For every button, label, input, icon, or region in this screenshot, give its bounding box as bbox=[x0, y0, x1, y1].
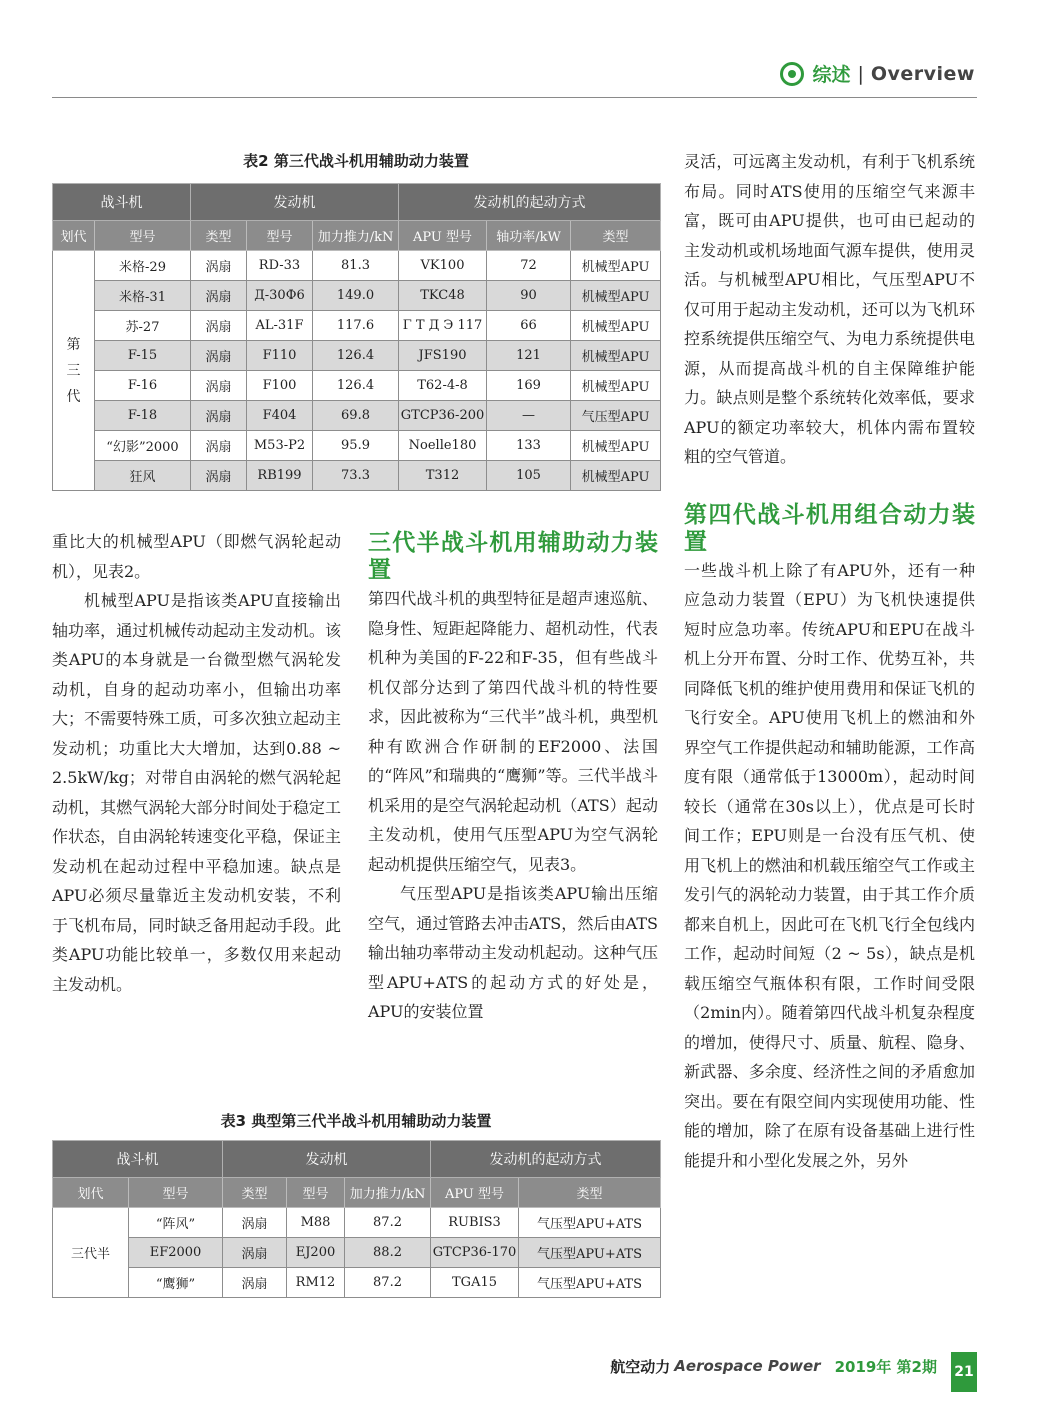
t2-cell-engine: F110 bbox=[247, 341, 313, 371]
table-row bbox=[53, 461, 661, 491]
t2-cell-apu: T312 bbox=[399, 461, 487, 491]
col3-paragraph-1: 灵活，可远离主发动机，有利于飞机系统布局。同时ATS使用的压缩空气来源丰富，既可由APU提供，也可由已起动的主发动机或机场地面气源车提供，使用灵活。与机械型APU相比，气压型APU不仅可用于起动主发动机，还可以为飞机环控系统提供压缩空气、为电力系统提供电源，从而提高战斗机的自主保障维护能力。缺点则是整个系统转化效率低，要求APU的额定功率较大，机体内需布置较粗的空气管道。 bbox=[684, 152, 975, 466]
table-row bbox=[53, 281, 661, 311]
t3-cell-apu: RUBIS3 bbox=[431, 1208, 519, 1238]
t3-group-fighter: 战斗机 bbox=[53, 1141, 223, 1178]
t2-cell-power: 133 bbox=[487, 431, 571, 461]
t2-group-start: 发动机的起动方式 bbox=[399, 184, 661, 221]
t2-cell-thrust: 126.4 bbox=[313, 371, 399, 401]
t2-cell-apu_type: 机械型APU bbox=[571, 341, 661, 371]
t2-group-engine: 发动机 bbox=[191, 184, 399, 221]
t3-cell-apu_type: 气压型APU+ATS bbox=[519, 1238, 661, 1268]
t2-cell-apu: JFS190 bbox=[399, 341, 487, 371]
col1-paragraph-2: 机械型APU是指该类APU直接输出轴功率，通过机械传动起动主发动机。该类APU的本身就是一台微型燃气涡轮发动机，自身的起动功率小，但输出功率大；不需要特殊工质，可多次独立起动主发动机；功重比大大增加，达到0.88 ~ 2.5kW/kg；对带自由涡轮的燃气涡轮起动机，其燃气涡轮大部分时间处于稳定工作状态，自由涡轮转速变化平稳，保证主发动机在起动过程中平稳加速。缺点是APU必须尽量靠近主发动机安装，不利于飞机布局，同时缺乏备用起动手段。此类APU功能比较单一，多数仅用来起动主发动机。 bbox=[52, 591, 341, 994]
t3-group-start: 发动机的起动方式 bbox=[431, 1141, 661, 1178]
t2-generation-cell bbox=[53, 251, 95, 491]
table-row bbox=[53, 341, 661, 371]
t2-cell-apu_type: 机械型APU bbox=[571, 431, 661, 461]
table-row bbox=[53, 1268, 661, 1298]
text-column-1 bbox=[52, 527, 341, 999]
t3-col-gen: 划代 bbox=[53, 1178, 129, 1208]
table2 bbox=[52, 183, 661, 491]
t2-cell-type: 涡扇 bbox=[191, 431, 247, 461]
t2-col-type: 类型 bbox=[191, 221, 247, 251]
col2-paragraph-2: 气压型APU是指该类APU输出压缩空气，通过管路去冲击ATS，然后由ATS输出轴功率带动主发动机起动。这种气压型APU+ATS的起动方式的好处是，APU的安装位置 bbox=[368, 884, 658, 1021]
t3-cell-model: “鹰狮” bbox=[129, 1268, 223, 1298]
t3-cell-thrust: 87.2 bbox=[345, 1268, 431, 1298]
t2-group-fighter: 战斗机 bbox=[53, 184, 191, 221]
t2-cell-engine: Д-30Ф6 bbox=[247, 281, 313, 311]
journal-name-cn: 航空动力 bbox=[610, 1357, 671, 1376]
t2-cell-thrust: 126.4 bbox=[313, 341, 399, 371]
running-footer bbox=[610, 1346, 977, 1386]
t2-cell-type: 涡扇 bbox=[191, 251, 247, 281]
t3-cell-engine: RM12 bbox=[287, 1268, 345, 1298]
section-title-cn: 综述 bbox=[812, 64, 851, 86]
t2-cell-power: 66 bbox=[487, 311, 571, 341]
table-row bbox=[53, 401, 661, 431]
t2-cell-thrust: 81.3 bbox=[313, 251, 399, 281]
t2-cell-apu_type: 机械型APU bbox=[571, 461, 661, 491]
t3-cell-apu: GTCP36-170 bbox=[431, 1238, 519, 1268]
table-row bbox=[53, 431, 661, 461]
t2-cell-apu: VK100 bbox=[399, 251, 487, 281]
t3-cell-apu_type: 气压型APU+ATS bbox=[519, 1268, 661, 1298]
t2-cell-thrust: 95.9 bbox=[313, 431, 399, 461]
col3-paragraph-2: 一些战斗机上除了有APU外，还有一种应急动力装置（EPU）为飞机快速提供短时应急功率。传统APU和EPU在战斗机上分开布置、分时工作、优势互补，共同降低飞机的维护使用费用和保证飞机的飞行安全。APU使用飞机上的燃油和外界空气工作提供起动和辅助能源，工作高度有限（通常低于13000m），起动时间较长（通常在30s以上），优点是可长时间工作；EPU则是一台没有压气机、使用飞机上的燃油和机载压缩空气工作或主发引气的涡轮动力装置，由于其工作介质都来自机上，因此可在飞机飞行全包线内工作，起动时间短（2 ~ 5s），缺点是机载压缩空气瓶体积有限，工作时间受限（2min内）。随着第四代战斗机复杂程度的增加，使得尺寸、质量、航程、隐身、新武器、多余度、经济性之间的矛盾愈加突出。要在有限空间内实现使用功能、性能的增加，除了在原有设备基础上进行性能提升和小型化发展之外，另外 bbox=[684, 560, 975, 1170]
t3-cell-type: 涡扇 bbox=[223, 1208, 287, 1238]
section-heading-4gen: 第四代战斗机用组合动力装置 bbox=[684, 501, 975, 555]
page-number: 21 bbox=[951, 1352, 977, 1392]
section-title-en: Overview bbox=[870, 62, 975, 85]
t3-cell-thrust: 88.2 bbox=[345, 1238, 431, 1268]
t3-col-engine: 型号 bbox=[287, 1178, 345, 1208]
t2-cell-engine: M53-P2 bbox=[247, 431, 313, 461]
t2-cell-apu: Noelle180 bbox=[399, 431, 487, 461]
t2-col-engine: 型号 bbox=[247, 221, 313, 251]
t2-cell-power: 105 bbox=[487, 461, 571, 491]
t2-cell-engine: F404 bbox=[247, 401, 313, 431]
t2-cell-thrust: 69.8 bbox=[313, 401, 399, 431]
t3-cell-model: “阵风” bbox=[129, 1208, 223, 1238]
journal-logo-icon bbox=[780, 62, 804, 86]
t2-cell-type: 涡扇 bbox=[191, 281, 247, 311]
t2-cell-power: — bbox=[487, 401, 571, 431]
t2-cell-type: 涡扇 bbox=[191, 311, 247, 341]
t3-cell-engine: EJ200 bbox=[287, 1238, 345, 1268]
t2-cell-apu_type: 机械型APU bbox=[571, 281, 661, 311]
t2-cell-apu_type: 机械型APU bbox=[571, 311, 661, 341]
t3-col-type: 类型 bbox=[223, 1178, 287, 1208]
t2-col-thrust: 加力推力/kN bbox=[313, 221, 399, 251]
t2-cell-model: 米格-31 bbox=[95, 281, 191, 311]
col1-paragraph-1: 重比大的机械型APU（即燃气涡轮起动机），见表2。 bbox=[52, 532, 341, 581]
t2-cell-apu_type: 机械型APU bbox=[571, 251, 661, 281]
running-header bbox=[780, 60, 975, 87]
t2-cell-model: F-15 bbox=[95, 341, 191, 371]
table2-title: 表2 第三代战斗机用辅助动力装置 bbox=[243, 152, 469, 170]
t2-cell-type: 涡扇 bbox=[191, 461, 247, 491]
t2-cell-power: 169 bbox=[487, 371, 571, 401]
issue-label: 2019年 第2期 bbox=[834, 1357, 937, 1376]
t2-cell-model: 米格-29 bbox=[95, 251, 191, 281]
t2-cell-engine: RB199 bbox=[247, 461, 313, 491]
t2-cell-apu: T62-4-8 bbox=[399, 371, 487, 401]
table-row bbox=[53, 1208, 661, 1238]
t2-cell-type: 涡扇 bbox=[191, 341, 247, 371]
header-rule bbox=[52, 97, 977, 98]
table-row bbox=[53, 251, 661, 281]
t2-cell-thrust: 73.3 bbox=[313, 461, 399, 491]
t2-cell-apu: GTCP36-200 bbox=[399, 401, 487, 431]
t3-col-apu: APU 型号 bbox=[431, 1178, 519, 1208]
t2-cell-model: 苏-27 bbox=[95, 311, 191, 341]
table-row bbox=[53, 1238, 661, 1268]
t2-cell-apu: Γ Τ Д Э 117 bbox=[399, 311, 487, 341]
t2-cell-thrust: 149.0 bbox=[313, 281, 399, 311]
col2-paragraph-1: 第四代战斗机的典型特征是超声速巡航、隐身性、短距起降能力、超机动性，代表机种为美国的F-22和F-35，但有些战斗机仅部分达到了第四代战斗机的特性要求，因此被称为“三代半”战斗机，典型机种有欧洲合作研制的EF2000、法国的“阵风”和瑞典的“鹰狮”等。三代半战斗机采用的是空气涡轮起动机（ATS）起动主发动机，使用气压型APU为空气涡轮起动机提供压缩空气，见表3。 bbox=[368, 589, 658, 874]
t2-cell-model: “幻影”2000 bbox=[95, 431, 191, 461]
t3-cell-type: 涡扇 bbox=[223, 1238, 287, 1268]
t3-col-model: 型号 bbox=[129, 1178, 223, 1208]
t2-cell-engine: RD-33 bbox=[247, 251, 313, 281]
t2-cell-model: F-18 bbox=[95, 401, 191, 431]
t2-cell-power: 121 bbox=[487, 341, 571, 371]
t2-cell-type: 涡扇 bbox=[191, 371, 247, 401]
t3-group-engine: 发动机 bbox=[223, 1141, 431, 1178]
t2-cell-power: 72 bbox=[487, 251, 571, 281]
t2-col-power: 轴功率/kW bbox=[487, 221, 571, 251]
t2-cell-model: 狂风 bbox=[95, 461, 191, 491]
t2-cell-apu_type: 机械型APU bbox=[571, 371, 661, 401]
header-divider: | bbox=[857, 62, 864, 85]
table3-title: 表3 典型第三代半战斗机用辅助动力装置 bbox=[220, 1112, 492, 1130]
t3-cell-apu: TGA15 bbox=[431, 1268, 519, 1298]
t2-col-gen: 划代 bbox=[53, 221, 95, 251]
t2-cell-power: 90 bbox=[487, 281, 571, 311]
t3-cell-engine: M88 bbox=[287, 1208, 345, 1238]
t3-cell-type: 涡扇 bbox=[223, 1268, 287, 1298]
t2-cell-engine: F100 bbox=[247, 371, 313, 401]
t2-cell-apu: TKC48 bbox=[399, 281, 487, 311]
t2-cell-type: 涡扇 bbox=[191, 401, 247, 431]
t3-col-apu-type: 类型 bbox=[519, 1178, 661, 1208]
text-column-2 bbox=[368, 530, 658, 1027]
t2-cell-engine: AL-31F bbox=[247, 311, 313, 341]
t2-col-model: 型号 bbox=[95, 221, 191, 251]
t2-cell-thrust: 117.6 bbox=[313, 311, 399, 341]
section-heading-3.5gen: 三代半战斗机用辅助动力装置 bbox=[368, 530, 658, 583]
t3-cell-thrust: 87.2 bbox=[345, 1208, 431, 1238]
t3-cell-model: EF2000 bbox=[129, 1238, 223, 1268]
t2-cell-apu_type: 气压型APU bbox=[571, 401, 661, 431]
table3 bbox=[52, 1140, 661, 1298]
t2-col-apu-type: 类型 bbox=[571, 221, 661, 251]
t2-cell-model: F-16 bbox=[95, 371, 191, 401]
t2-generation-label: 第 三 代 bbox=[66, 336, 81, 405]
table-row bbox=[53, 311, 661, 341]
text-column-3 bbox=[684, 147, 975, 1175]
table-row bbox=[53, 371, 661, 401]
journal-name-en: Aerospace Power bbox=[674, 1357, 821, 1375]
t3-col-thrust: 加力推力/kN bbox=[345, 1178, 431, 1208]
t3-cell-apu_type: 气压型APU+ATS bbox=[519, 1208, 661, 1238]
t3-generation-label: 三代半 bbox=[53, 1208, 129, 1298]
t2-col-apu: APU 型号 bbox=[399, 221, 487, 251]
